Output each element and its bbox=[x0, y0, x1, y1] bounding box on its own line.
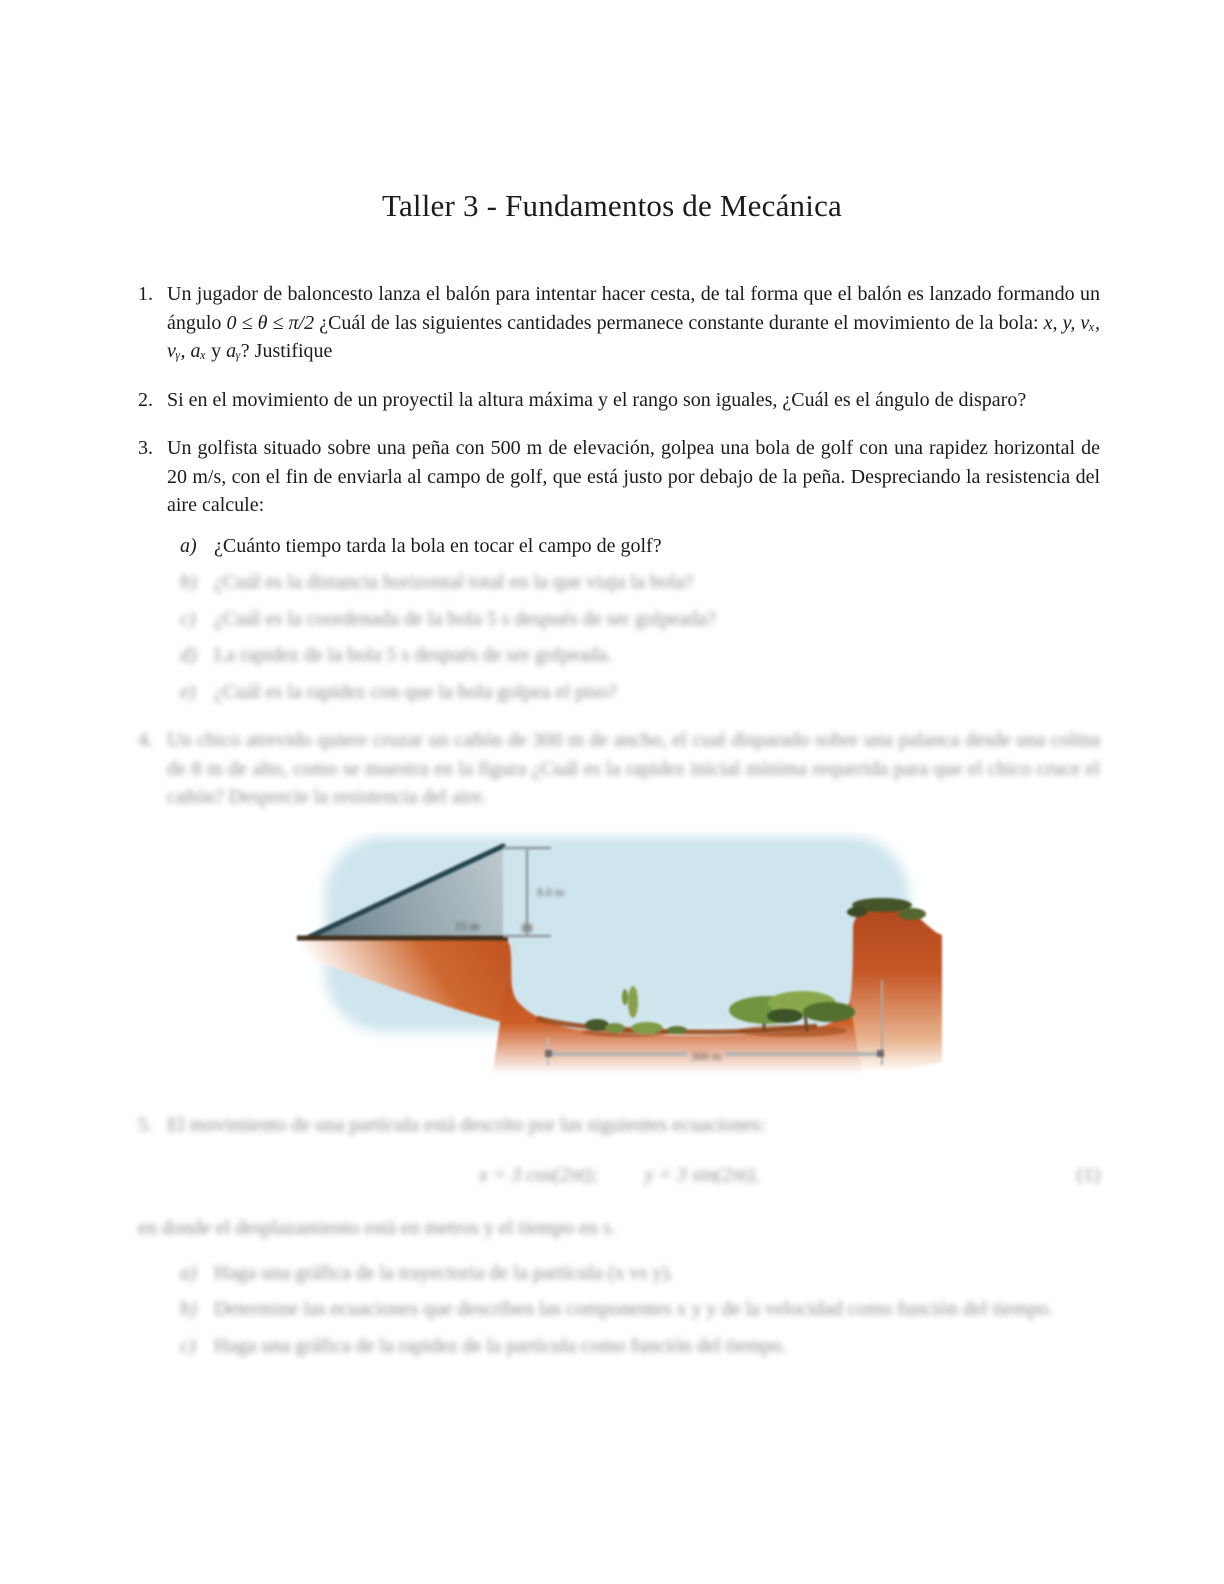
page-title: Taller 3 - Fundamentos de Mecánica bbox=[382, 188, 842, 223]
right-cliff bbox=[850, 905, 942, 1076]
problem-2-number: 2. bbox=[138, 388, 153, 411]
problem-3-item-c-label: c) bbox=[180, 607, 196, 630]
problem-5-intro: El movimiento de una partícula está descrito por las siguientes ecuaciones: bbox=[167, 1113, 766, 1136]
problem-5-item-b bbox=[180, 1295, 1100, 1324]
equation-x: x = 3 cos(2πt); bbox=[478, 1164, 599, 1186]
problem-5-item-a-text: Haga una gráfica de la trayectoria de la partícula (x vs y). bbox=[214, 1261, 674, 1284]
problem-3-number: 3. bbox=[138, 437, 153, 459]
height-label: 8.0 m bbox=[536, 884, 564, 899]
problem-3-item-d-label: d) bbox=[180, 644, 197, 666]
problem-3-sublist bbox=[180, 532, 1100, 707]
problem-5-item-a bbox=[180, 1259, 1100, 1288]
problem-1-math-variables: x, y, vₓ, vᵧ, aₓ bbox=[167, 311, 1100, 362]
problem-3-item-e-label: e) bbox=[180, 680, 196, 703]
problem-5-item-b-text: Determine las ecuaciones que describen las componentes x y y de la velocidad como función del tiempo. bbox=[214, 1298, 1054, 1320]
problem-3-item-a-label: a) bbox=[180, 534, 197, 557]
ramp-label: 15 m bbox=[454, 918, 479, 933]
problem-1 bbox=[138, 280, 1100, 366]
problem-3-item-e bbox=[180, 678, 1100, 707]
problem-2-text: Si en el movimiento de un proyectil la altura máxima y el rango son iguales, ¿Cuál es el ángulo de disparo? bbox=[167, 388, 1027, 411]
problem-1-math-ay: aᵧ bbox=[226, 340, 241, 362]
problem-5-number: 5. bbox=[138, 1113, 153, 1136]
problem-1-math-angle: 0 ≤ θ ≤ π/2 bbox=[226, 311, 315, 334]
problem-1-number: 1. bbox=[138, 283, 153, 305]
problem-1-text-part2: ¿Cuál de las siguientes cantidades permanece constante durante el movimiento de la bola: bbox=[314, 311, 1044, 334]
problem-5-item-c bbox=[180, 1332, 1100, 1361]
equation-number: (1) bbox=[1076, 1164, 1100, 1186]
problem-3-statement bbox=[138, 434, 1100, 520]
problem-3-item-d-text: La rapidez de la bola 5 s después de ser golpeada. bbox=[214, 644, 613, 666]
problem-3-item-c-text: ¿Cuál es la coordenada de la bola 5 s después de ser golpeada? bbox=[214, 607, 717, 630]
problem-3-item-b-label: b) bbox=[180, 571, 197, 593]
problem-3 bbox=[138, 434, 1100, 706]
canyon-figure bbox=[297, 832, 942, 1077]
problem-3-item-c bbox=[180, 605, 1100, 634]
problem-1-text bbox=[167, 280, 1100, 366]
problem-3-item-b bbox=[180, 568, 1100, 597]
problem-3-text: Un golfista situado sobre una peña con 500 m de elevación, golpea una bola de golf con una rapidez horizontal de 20 m/s, con el fin de enviarla al campo de golf, que está justo por debajo de la peña. Despreciando la resistencia del aire calcule: bbox=[167, 437, 1100, 516]
problem-5-sublist bbox=[180, 1259, 1100, 1361]
equation-y: y = 3 sin(2πt), bbox=[644, 1164, 760, 1186]
problem-1-text-part4: ? Justifique bbox=[240, 340, 333, 362]
problem-5-item-c-label: c) bbox=[180, 1334, 196, 1357]
problem-5-item-b-label: b) bbox=[180, 1298, 197, 1320]
problem-2 bbox=[138, 386, 1100, 415]
width-label: 300 m bbox=[690, 1048, 721, 1063]
problem-4-text: Un chico atrevido quiere cruzar un cañón de 300 m de ancho, el cual disparado sobre una palanca desde una colina de 8 m de alto, como se muestra en la figura ¿Cuál es la rapidez inicial mínima requerida para que el chico cruce el cañón? Desprecie la resistencia del aire. bbox=[167, 729, 1100, 808]
problem-1-text-part3: y bbox=[206, 340, 227, 362]
problem-3-item-a-text: ¿Cuánto tiempo tarda la bola en tocar el campo de golf? bbox=[214, 534, 662, 557]
problem-3-item-a bbox=[180, 532, 1100, 561]
problem-3-item-d bbox=[180, 641, 1100, 670]
problem-5-statement bbox=[138, 1111, 1100, 1140]
problem-3-item-b-text: ¿Cuál es la distancia horizontal total en la que viaja la bola? bbox=[214, 571, 694, 593]
problem-1-text-part1: Un jugador de baloncesto lanza el balón para intentar hacer cesta, de tal forma que el balón es lanzado formando un ángulo bbox=[167, 283, 1100, 334]
problem-5-after-equation: en donde el desplazamiento está en metros y el tiempo en s. bbox=[138, 1217, 616, 1239]
problem-5-item-a-label: a) bbox=[180, 1261, 197, 1284]
canyon-illustration bbox=[297, 832, 942, 1077]
problem-3-item-e-text: ¿Cuál es la rapidez con que la bola golpea el piso? bbox=[214, 680, 618, 703]
document-content bbox=[138, 280, 1100, 1360]
problem-4-number: 4. bbox=[138, 729, 153, 751]
problem-4 bbox=[138, 726, 1100, 812]
height-arrow-mark bbox=[522, 924, 532, 932]
problem-5 bbox=[138, 1111, 1100, 1361]
equation-1 bbox=[138, 1161, 1100, 1190]
problem-5-item-c-text: Haga una gráfica de la rapidez de la partícula como función del tiempo. bbox=[214, 1334, 787, 1357]
